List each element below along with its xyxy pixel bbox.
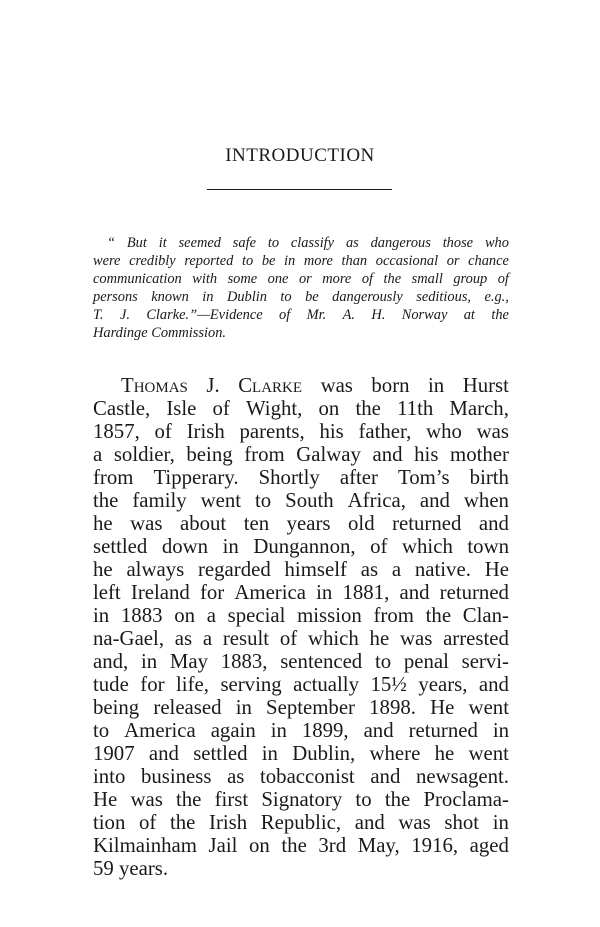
epigraph-line: “ But it seemed safe to classify as dangerous those who	[107, 235, 509, 251]
body-line: he always regarded himself as a native. He	[93, 558, 509, 581]
epigraph	[93, 234, 509, 342]
body-line: a soldier, being from Galway and his mother	[93, 443, 509, 466]
body-line: left Ireland for America in 1881, and returned	[93, 581, 509, 604]
opening-name-word: J.	[206, 374, 220, 397]
heading-rule	[207, 189, 392, 190]
body-line: Thomas J. Clarke was born in Hurst	[121, 374, 509, 397]
epigraph-line: were credibly reported to be in more than occasional or chance	[93, 253, 509, 269]
body-line: he was about ten years old returned and	[93, 512, 509, 535]
body-line: tion of the Irish Republic, and was shot in	[93, 811, 509, 834]
epigraph-line: communication with some one or more of the small group of	[93, 271, 509, 287]
epigraph-line: T. J. Clarke.”—Evidence of Mr. A. H. Norway at the	[93, 307, 509, 323]
chapter-heading: INTRODUCTION	[225, 145, 375, 166]
body-line: Castle, Isle of Wight, on the 11th March,	[93, 397, 509, 420]
body-paragraph	[93, 374, 509, 880]
body-line: and, in May 1883, sentenced to penal servi-	[93, 650, 509, 673]
epigraph-line: Hardinge Commission.	[93, 325, 226, 341]
body-line: being released in September 1898. He went	[93, 696, 509, 719]
opening-name-word: Thomas	[121, 374, 188, 397]
body-line: settled down in Dungannon, of which town	[93, 535, 509, 558]
body-line: into business as tobacconist and newsagent.	[93, 765, 509, 788]
body-line: Kilmainham Jail on the 3rd May, 1916, aged	[93, 834, 509, 857]
body-line: 1907 and settled in Dublin, where he went	[93, 742, 509, 765]
body-line: to America again in 1899, and returned in	[93, 719, 509, 742]
epigraph-line: persons known in Dublin to be dangerously seditious, e.g.,	[93, 289, 509, 305]
body-line: from Tipperary. Shortly after Tom’s birth	[93, 466, 509, 489]
body-line: 59 years.	[93, 857, 169, 880]
body-line: tude for life, serving actually 15½ years, and	[93, 673, 509, 696]
body-line: 1857, of Irish parents, his father, who was	[93, 420, 509, 443]
opening-name-word: Clarke	[238, 374, 303, 397]
body-line: na-Gael, as a result of which he was arrested	[93, 627, 509, 650]
body-line: in 1883 on a special mission from the Clan-	[93, 604, 509, 627]
body-line: the family went to South Africa, and when	[93, 489, 509, 512]
body-line: He was the first Signatory to the Proclama-	[93, 788, 509, 811]
